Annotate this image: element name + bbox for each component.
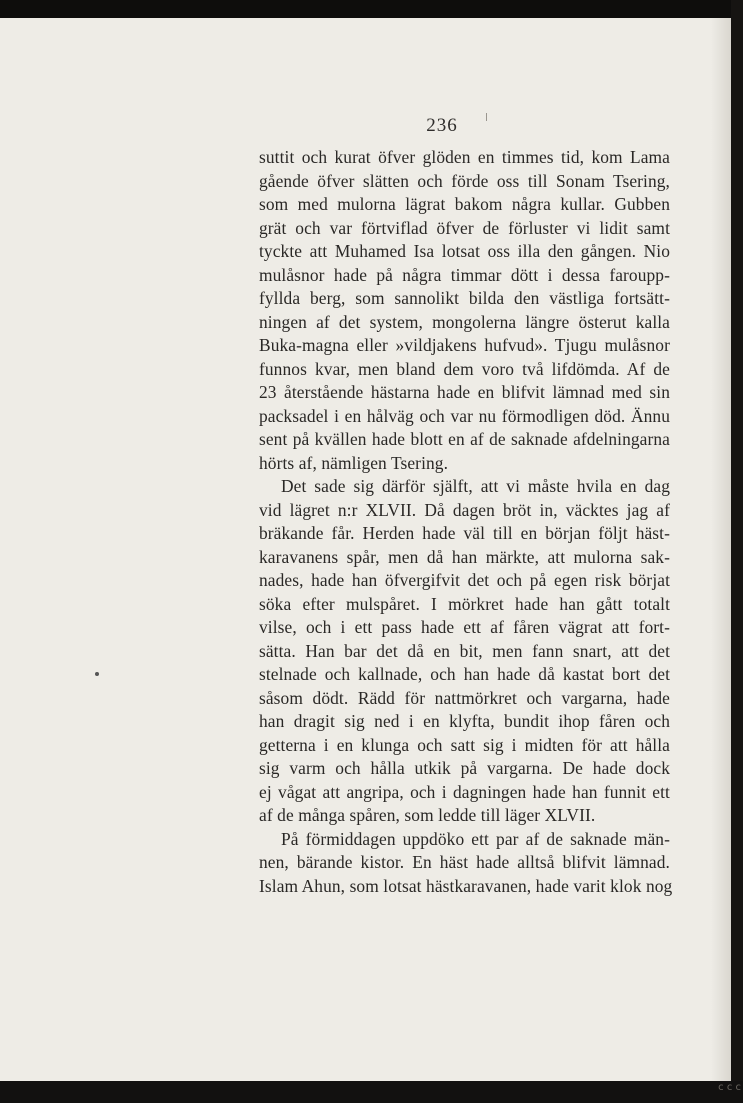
text-line-3: som med mulorna lägrat bakom några kullar. Gubben [259, 194, 670, 214]
text-line-24: såsom dödt. Rädd för nattmörkret och vargarna, hade [259, 687, 670, 708]
text-line-22: sätta. Han bar det då en bit, men fann snart, att det [259, 640, 670, 661]
scan-border-right [731, 0, 743, 1103]
text-line-25: han dragit sig ned i en klyfta, bundit ihop fåren och [259, 711, 670, 731]
scan-border-bottom [0, 1081, 743, 1103]
text-line-26: getterna i en klunga och satt sig i midten för att hålla [259, 734, 670, 755]
text-line-1: suttit och kurat öfver glöden en timmes tid, kom Lama [259, 147, 670, 167]
text-line-11: 23 återstående hästarna hade en blifvit lämnad med sin [259, 382, 670, 402]
edge-glyphs: c c c [718, 1082, 741, 1093]
text-line-8: ningen af det system, mongolerna längre österut kalla [259, 311, 670, 332]
body-text [259, 146, 673, 898]
text-line-19: nades, hade han öfvergifvit det och på egen risk börjat [259, 570, 670, 590]
text-line-4: grät och var förtviflad öfver de förluster vi lidit samt [259, 217, 670, 238]
text-line-2: gående öfver slätten och förde oss till Sonam Tsering, [259, 170, 670, 191]
text-line-20: söka efter mulspåret. I mörkret hade han gått totalt [259, 593, 670, 614]
text-line-5: tyckte att Muhamed Isa lotsat oss illa den gången. Nio [259, 241, 670, 261]
scan-border-top [0, 0, 743, 18]
text-line-29: af de många spåren, som ledde till läger XLVII. [259, 805, 596, 825]
text-line-16: vid lägret n:r XLVII. Då dagen bröt in, väcktes jag af [259, 499, 670, 520]
text-line-12: packsadel i en hålväg och var nu förmodligen död. Ännu [259, 405, 670, 426]
text-line-30: På förmiddagen uppdöko ett par af de saknade män- [281, 828, 670, 849]
text-line-13: sent på kvällen hade blott en af de saknade afdelningarna [259, 429, 670, 449]
text-line-23: stelnade och kallnade, och han hade då kastat bort det [259, 664, 670, 684]
text-line-28: ej vågat att angripa, och i dagningen hade han funnit ett [259, 781, 670, 802]
margin-dot-mark [95, 672, 99, 676]
text-line-17: bräkande får. Herden hade väl till en början följt häst- [259, 523, 670, 543]
text-line-31: nen, bärande kistor. En häst hade alltså blifvit lämnad. [259, 852, 670, 872]
print-tick-mark [486, 113, 487, 121]
text-line-6: mulåsnor hade på några timmar dött i dessa faroupp- [259, 264, 670, 285]
text-line-18: karavanens spår, men då han märkte, att mulorna sak- [259, 546, 670, 567]
page-number: 236 [426, 115, 458, 136]
text-line-7: fyllda berg, som sannolikt bilda den västliga fortsätt- [259, 288, 670, 308]
paper-gutter-shadow [711, 18, 731, 1081]
text-line-32: Islam Ahun, som lotsat hästkaravanen, hade varit klok nog [259, 875, 673, 896]
text-line-9: Buka-magna eller »vildjakens hufvud». Tjugu mulåsnor [259, 335, 670, 355]
text-line-14: hörts af, nämligen Tsering. [259, 452, 449, 473]
text-line-10: funnos kvar, men bland dem voro två lifdömda. Af de [259, 358, 670, 379]
text-line-15: Det sade sig därför själft, att vi måste hvila en dag [281, 476, 670, 496]
text-line-21: vilse, och i ett pass hade ett af fåren vägrat att fort- [259, 617, 670, 637]
text-line-27: sig varm och hålla utkik på vargarna. De hade dock [259, 758, 670, 778]
